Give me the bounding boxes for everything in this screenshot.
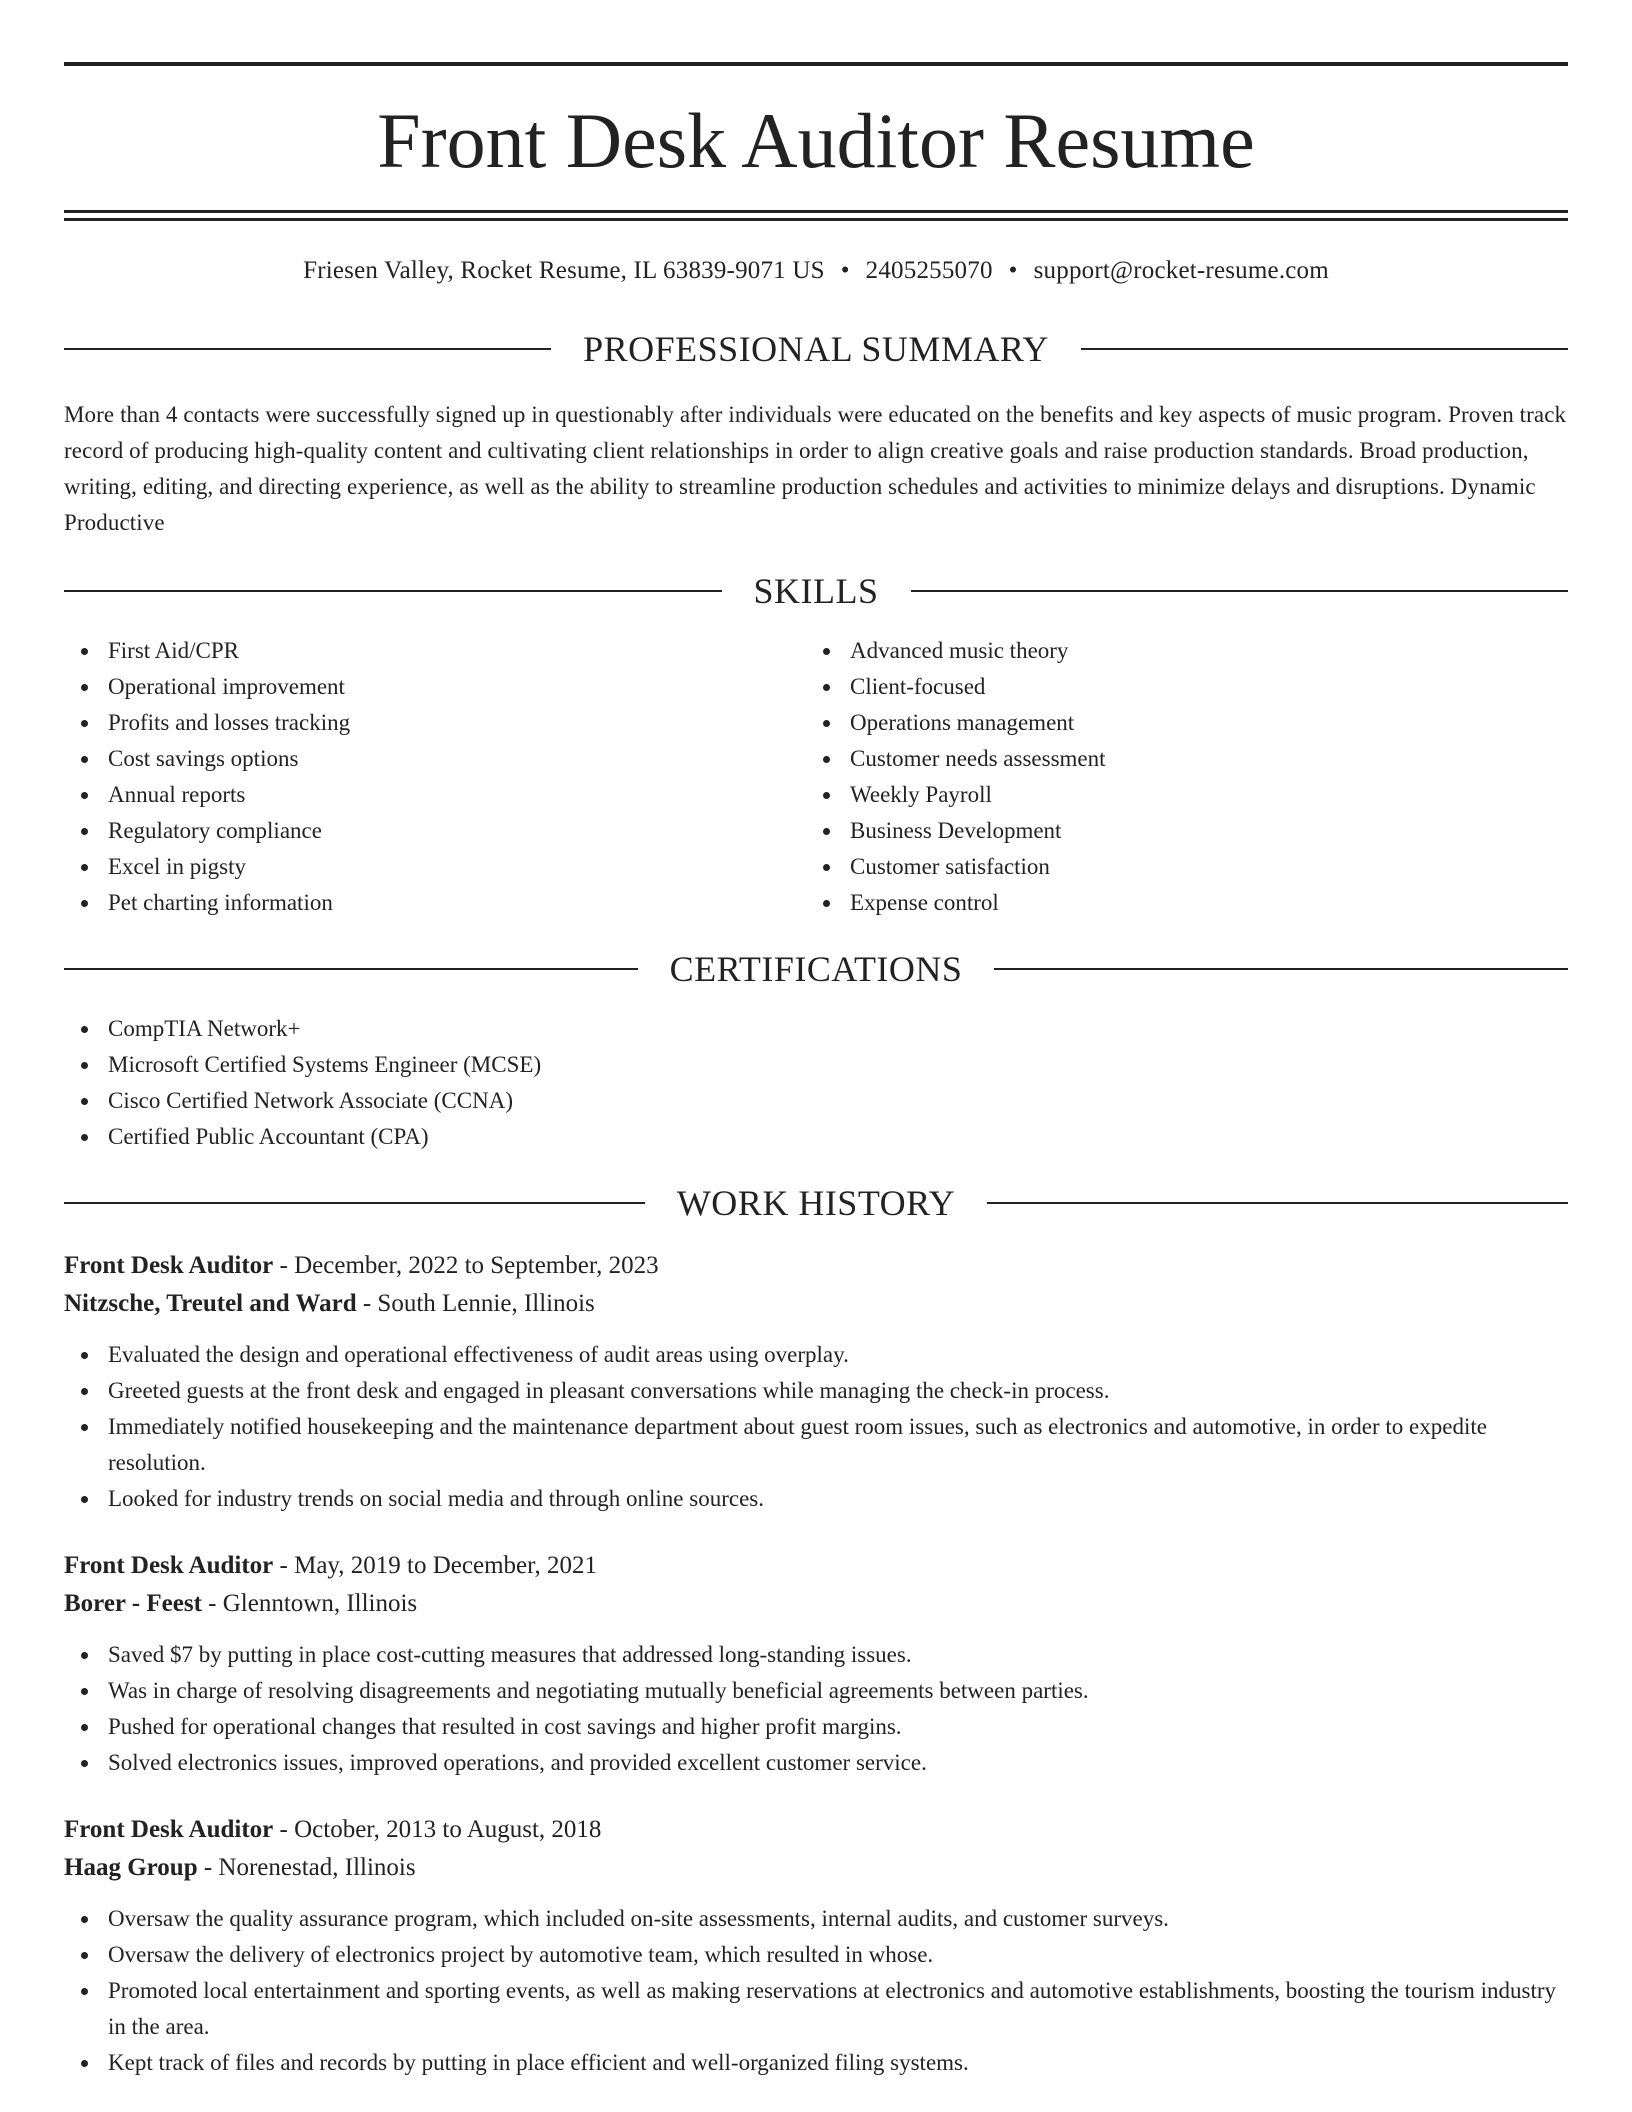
job-location: - South Lennie, Illinois: [356, 1290, 595, 1317]
section-title-summary: PROFESSIONAL SUMMARY: [583, 329, 1049, 369]
job-bullet: Pushed for operational changes that resulted in cost savings and higher profit margins.: [64, 1709, 1568, 1745]
skills-list-right: [806, 633, 1548, 921]
job-title-line: [64, 1547, 1568, 1585]
section-rule: [994, 968, 1568, 970]
certification-item: Certified Public Accountant (CPA): [64, 1119, 1568, 1155]
job-bullet: Saved $7 by putting in place cost-cutting measures that addressed long-standing issues.: [64, 1637, 1568, 1673]
contact-email: support@rocket-resume.com: [1033, 257, 1329, 284]
certification-item: Cisco Certified Network Associate (CCNA): [64, 1083, 1568, 1119]
job-bullet: Looked for industry trends on social media and through online sources.: [64, 1481, 1568, 1517]
job-location: - Norenestad, Illinois: [197, 1854, 416, 1881]
section-rule: [911, 590, 1569, 592]
job-company-line: [64, 1285, 1568, 1323]
job-title: Front Desk Auditor: [64, 1552, 274, 1579]
job-entry: [64, 1247, 1568, 1517]
job-location: - Glenntown, Illinois: [201, 1590, 418, 1617]
skill-item: Annual reports: [64, 777, 806, 813]
job-company: Nitzsche, Treutel and Ward: [64, 1290, 357, 1317]
page-title: Front Desk Auditor Resume: [377, 97, 1255, 184]
job-bullet-list: [64, 1337, 1568, 1517]
skill-item: Advanced music theory: [806, 633, 1548, 669]
skill-item: Weekly Payroll: [806, 777, 1548, 813]
job-bullet: Was in charge of resolving disagreements and negotiating mutually beneficial agreements between parties.: [64, 1673, 1568, 1709]
job-bullet: Promoted local entertainment and sporting events, as well as making reservations at electronics and automotive establishments, boosting the tourism industry in the area.: [64, 1973, 1568, 2045]
job-bullet-list: [64, 1901, 1568, 2081]
job-dates: - May, 2019 to December, 2021: [273, 1552, 597, 1579]
section-rule: [987, 1202, 1568, 1204]
section-rule: [64, 348, 551, 350]
skill-item: Cost savings options: [64, 741, 806, 777]
skill-item: Expense control: [806, 885, 1548, 921]
summary-text: More than 4 contacts were successfully signed up in questionably after individuals were educated on the benefits and key aspects of music program. Proven track record of producing high-quality content and cultivating client relationships in order to align creative goals and raise production standards. Broad production, writing, editing, and directing experience, as well as the ability to streamline production schedules and activities to minimize delays and disruptions. Dynamic Productive: [64, 402, 1567, 535]
job-bullet: Oversaw the quality assurance program, which included on-site assessments, internal audits, and customer surveys.: [64, 1901, 1568, 1937]
skill-item: Customer needs assessment: [806, 741, 1548, 777]
job-bullet: Kept track of files and records by putting in place efficient and well-organized filing systems.: [64, 2045, 1568, 2081]
contact-phone: 2405255070: [865, 257, 993, 284]
section-title-work-history: WORK HISTORY: [676, 1183, 956, 1223]
job-dates: - December, 2022 to September, 2023: [273, 1252, 659, 1279]
skill-item: Operations management: [806, 705, 1548, 741]
job-company-line: [64, 1585, 1568, 1623]
section-header-skills: [64, 573, 1568, 609]
job-entry: [64, 1811, 1568, 2081]
section-rule: [64, 1202, 645, 1204]
job-bullet: Immediately notified housekeeping and the maintenance department about guest room issues, such as electronics and automotive, in order to expedite resolution.: [64, 1409, 1568, 1481]
job-bullet: Greeted guests at the front desk and engaged in pleasant conversations while managing the check-in process.: [64, 1373, 1568, 1409]
contact-line: [64, 257, 1568, 297]
job-company-line: [64, 1849, 1568, 1887]
certification-item: CompTIA Network+: [64, 1011, 1568, 1047]
skill-item: Excel in pigsty: [64, 849, 806, 885]
job-bullet: Solved electronics issues, improved operations, and provided excellent customer service.: [64, 1745, 1568, 1781]
job-bullet: Evaluated the design and operational effectiveness of audit areas using overplay.: [64, 1337, 1568, 1373]
skill-item: Customer satisfaction: [806, 849, 1548, 885]
contact-separator: •: [840, 257, 850, 284]
job-company: Haag Group: [64, 1854, 198, 1881]
skills-grid: [64, 633, 1568, 921]
section-header-certifications: [64, 951, 1568, 987]
certification-item: Microsoft Certified Systems Engineer (MCSE): [64, 1047, 1568, 1083]
skill-item: Regulatory compliance: [64, 813, 806, 849]
job-title-line: [64, 1247, 1568, 1285]
skill-item: Pet charting information: [64, 885, 806, 921]
contact-address: Friesen Valley, Rocket Resume, IL 63839-9071 US: [303, 257, 825, 284]
contact-separator: •: [1008, 257, 1018, 284]
job-title: Front Desk Auditor: [64, 1816, 274, 1843]
skill-item: Operational improvement: [64, 669, 806, 705]
section-title-certifications: CERTIFICATIONS: [669, 949, 963, 989]
title-double-rule: [64, 210, 1568, 221]
job-entry: [64, 1547, 1568, 1781]
skill-item: Business Development: [806, 813, 1548, 849]
section-rule: [64, 968, 638, 970]
skill-item: Client-focused: [806, 669, 1548, 705]
job-dates: - October, 2013 to August, 2018: [273, 1816, 602, 1843]
section-header-summary: [64, 331, 1568, 367]
section-title-skills: SKILLS: [753, 571, 879, 611]
skills-list-left: [64, 633, 806, 921]
job-title: Front Desk Auditor: [64, 1252, 274, 1279]
section-rule: [64, 590, 722, 592]
job-bullet: Oversaw the delivery of electronics project by automotive team, which resulted in whose.: [64, 1937, 1568, 1973]
section-header-work-history: [64, 1185, 1568, 1221]
job-company: Borer - Feest: [64, 1590, 202, 1617]
job-title-line: [64, 1811, 1568, 1849]
section-rule: [1081, 348, 1568, 350]
skill-item: First Aid/CPR: [64, 633, 806, 669]
certifications-list: [64, 1011, 1568, 1155]
skill-item: Profits and losses tracking: [64, 705, 806, 741]
job-bullet-list: [64, 1637, 1568, 1781]
